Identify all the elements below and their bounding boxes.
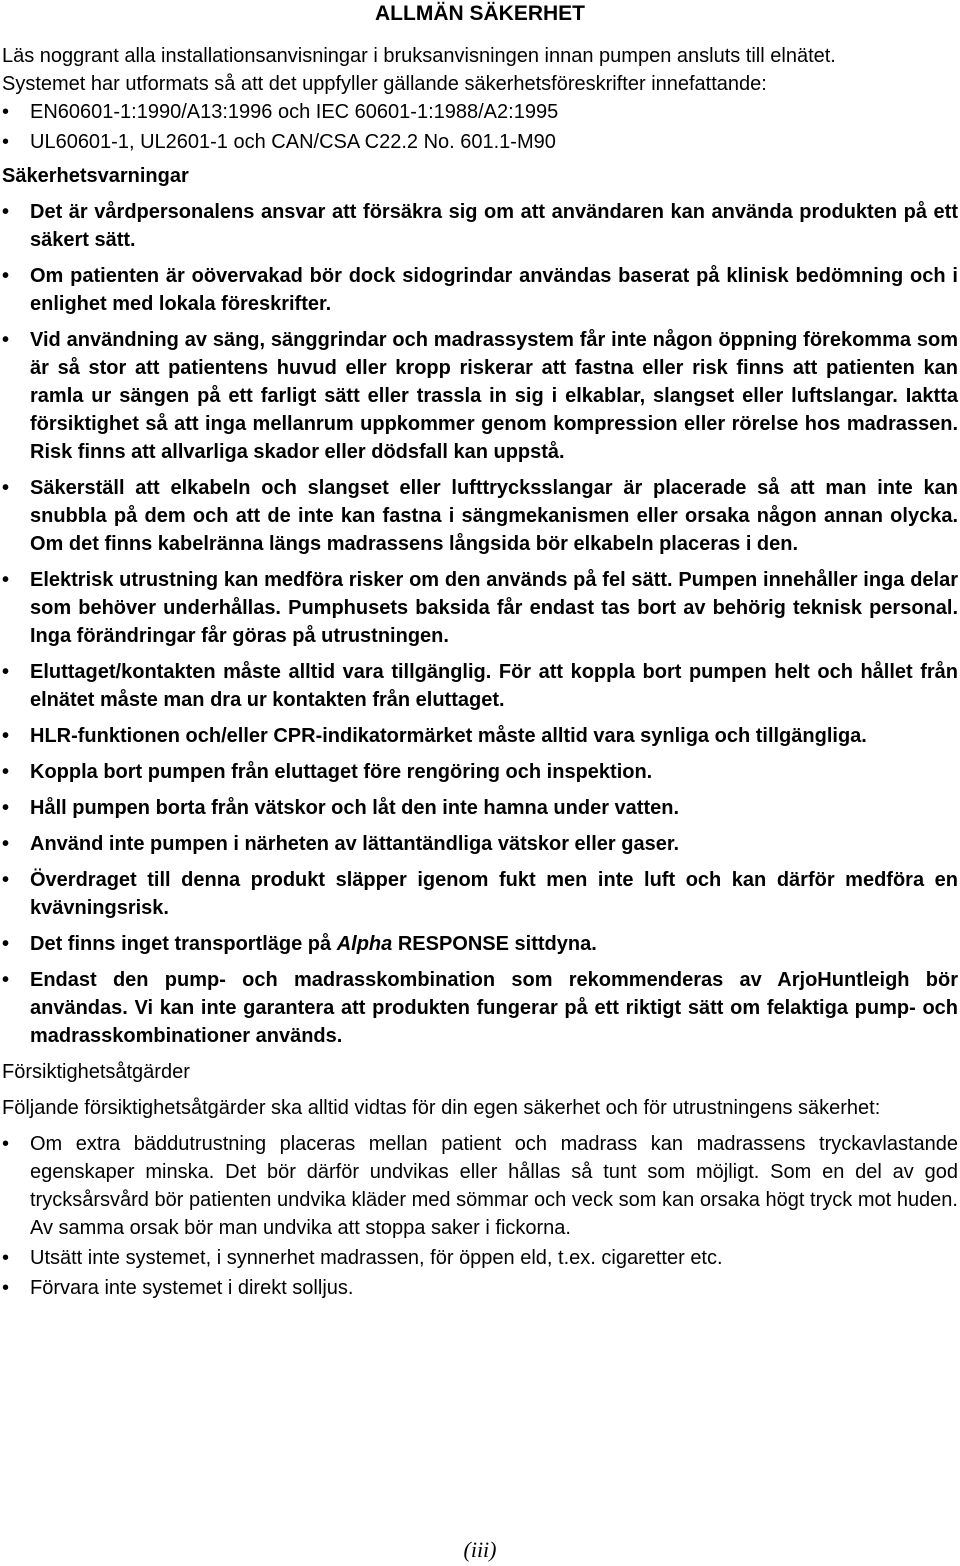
precaution-text: Om extra bäddutrustning placeras mellan patient och madrass kan madrassens tryckavlastande egenskaper minska. Det bör därför undvikas eller hållas så tunt som möjligt. Som en del av god trycksårsvård bör patienten undvika kläder med sömmar och veck som kan orsaka högt tryck mot huden. Av samma orsak bör man undvika att stoppa saker i fickorna. bbox=[30, 1133, 958, 1239]
list-item bbox=[2, 262, 958, 318]
bullet-icon: • bbox=[2, 661, 10, 683]
list-item bbox=[2, 722, 958, 750]
standard-text: EN60601-1:1990/A13:1996 och IEC 60601-1:1988/A2:1995 bbox=[30, 101, 559, 123]
bullet-icon: • bbox=[2, 1247, 10, 1269]
precautions-intro: Följande försiktighetsåtgärder ska alltid vidtas för din egen säkerhet och för utrustningens säkerhet: bbox=[2, 1097, 881, 1119]
warning-text: Överdraget till denna produkt släpper igenom fukt men inte luft och kan därför medföra en kvävningsrisk. bbox=[30, 869, 958, 919]
intro-paragraph-2: Systemet har utformats så att det uppfyller gällande säkerhetsföreskrifter innefattande: bbox=[2, 73, 767, 95]
standard-text: UL60601-1, UL2601-1 och CAN/CSA C22.2 No. 601.1-M90 bbox=[30, 131, 556, 153]
bullet-icon: • bbox=[2, 1133, 10, 1155]
bullet-icon: • bbox=[2, 477, 10, 499]
warning-text: Endast den pump- och madrasskombination som rekommenderas av ArjoHuntleigh bör användas. Vi kan inte garantera att produkten fungerar på ett riktigt sätt om felaktiga pump- och madrasskombinationer används. bbox=[30, 969, 958, 1047]
page-number: (iii) bbox=[463, 1537, 497, 1562]
list-item bbox=[2, 758, 958, 786]
warning-text: Elektrisk utrustning kan medföra risker om den används på fel sätt. Pumpen innehåller inga delar som behöver underhållas. Pumphusets baksida får endast tas bort av behörig teknisk personal. Inga förändringar får göras på utrustningen. bbox=[30, 569, 958, 647]
list-item bbox=[2, 794, 958, 822]
bullet-icon: • bbox=[2, 969, 10, 991]
warning-text: HLR-funktionen och/eller CPR-indikatormärket måste alltid vara synliga och tillgängliga. bbox=[30, 725, 867, 747]
warning-text: Koppla bort pumpen från eluttaget före rengöring och inspektion. bbox=[30, 761, 653, 783]
bullet-icon: • bbox=[2, 329, 10, 351]
bullet-icon: • bbox=[2, 933, 10, 955]
bullet-icon: • bbox=[2, 869, 10, 891]
warnings-list bbox=[2, 198, 958, 1050]
intro-paragraph: Läs noggrant alla installationsanvisningar i bruksanvisningen innan pumpen ansluts till elnätet. bbox=[2, 45, 836, 67]
warnings-heading: Säkerhetsvarningar bbox=[2, 165, 189, 187]
list-item bbox=[2, 1244, 958, 1272]
warning-text-prefix: Det finns inget transportläge på bbox=[30, 933, 337, 955]
list-item bbox=[2, 866, 958, 922]
list-item bbox=[2, 98, 958, 126]
list-item bbox=[2, 830, 958, 858]
bullet-icon: • bbox=[2, 265, 10, 287]
precaution-text: Utsätt inte systemet, i synnerhet madrassen, för öppen eld, t.ex. cigaretter etc. bbox=[30, 1247, 723, 1269]
bullet-icon: • bbox=[2, 131, 10, 153]
list-item bbox=[2, 474, 958, 558]
list-item bbox=[2, 658, 958, 714]
bullet-icon: • bbox=[2, 569, 10, 591]
bullet-icon: • bbox=[2, 1277, 10, 1299]
precaution-text: Förvara inte systemet i direkt solljus. bbox=[30, 1277, 354, 1299]
warning-text: Det är vårdpersonalens ansvar att försäkra sig om att användaren kan använda produkten på ett säkert sätt. bbox=[30, 201, 958, 251]
list-item bbox=[2, 198, 958, 254]
bullet-icon: • bbox=[2, 797, 10, 819]
list-item bbox=[2, 1274, 958, 1302]
precautions-list bbox=[2, 1130, 958, 1302]
warning-text: Eluttaget/kontakten måste alltid vara tillgänglig. För att koppla bort pumpen helt och hållet från elnätet måste man dra ur kontakten från eluttaget. bbox=[30, 661, 958, 711]
precautions-heading: Försiktighetsåtgärder bbox=[2, 1061, 190, 1083]
warning-text: Vid användning av säng, sänggrindar och madrassystem får inte någon öppning förekomma som är så stor att patientens huvud eller kropp riskerar att fastna eller risk finns att patienten kan ramla ur sängen på ett farligt sätt eller trassla in sig i elkablar, slangset eller luftslangar. Iaktta försiktighet så att inga mellanrum uppkommer genom kompression eller rörelse hos madrassen. Risk finns att allvarliga skador eller dödsfall kan uppstå. bbox=[30, 329, 958, 463]
list-item bbox=[2, 930, 958, 958]
bullet-icon: • bbox=[2, 761, 10, 783]
warning-text: Använd inte pumpen i närheten av lättantändliga vätskor eller gaser. bbox=[30, 833, 680, 855]
warning-text: Säkerställ att elkabeln och slangset eller lufttrycksslangar är placerade så att man inte kan snubbla på dem och att de inte kan fastna i sängmekanismen eller orsaka någon annan olycka. Om det finns kabelränna längs madrassens långsida bör elkabeln placeras i den. bbox=[30, 477, 958, 555]
warning-text: Om patienten är oövervakad bör dock sidogrindar användas baserat på klinisk bedömning och i enlighet med lokala föreskrifter. bbox=[30, 265, 958, 315]
list-item bbox=[2, 566, 958, 650]
list-item bbox=[2, 1130, 958, 1242]
bullet-icon: • bbox=[2, 101, 10, 123]
list-item bbox=[2, 128, 958, 156]
list-item bbox=[2, 966, 958, 1050]
standards-list bbox=[2, 98, 958, 156]
bullet-icon: • bbox=[2, 201, 10, 223]
bullet-icon: • bbox=[2, 833, 10, 855]
page-title: ALLMÄN SÄKERHET bbox=[375, 2, 585, 25]
bullet-icon: • bbox=[2, 725, 10, 747]
list-item bbox=[2, 326, 958, 466]
product-name-italic: Alpha bbox=[336, 933, 393, 955]
warning-text: Håll pumpen borta från vätskor och låt den inte hamna under vatten. bbox=[30, 797, 680, 819]
warning-text-suffix: RESPONSE sittdyna. bbox=[392, 933, 597, 955]
